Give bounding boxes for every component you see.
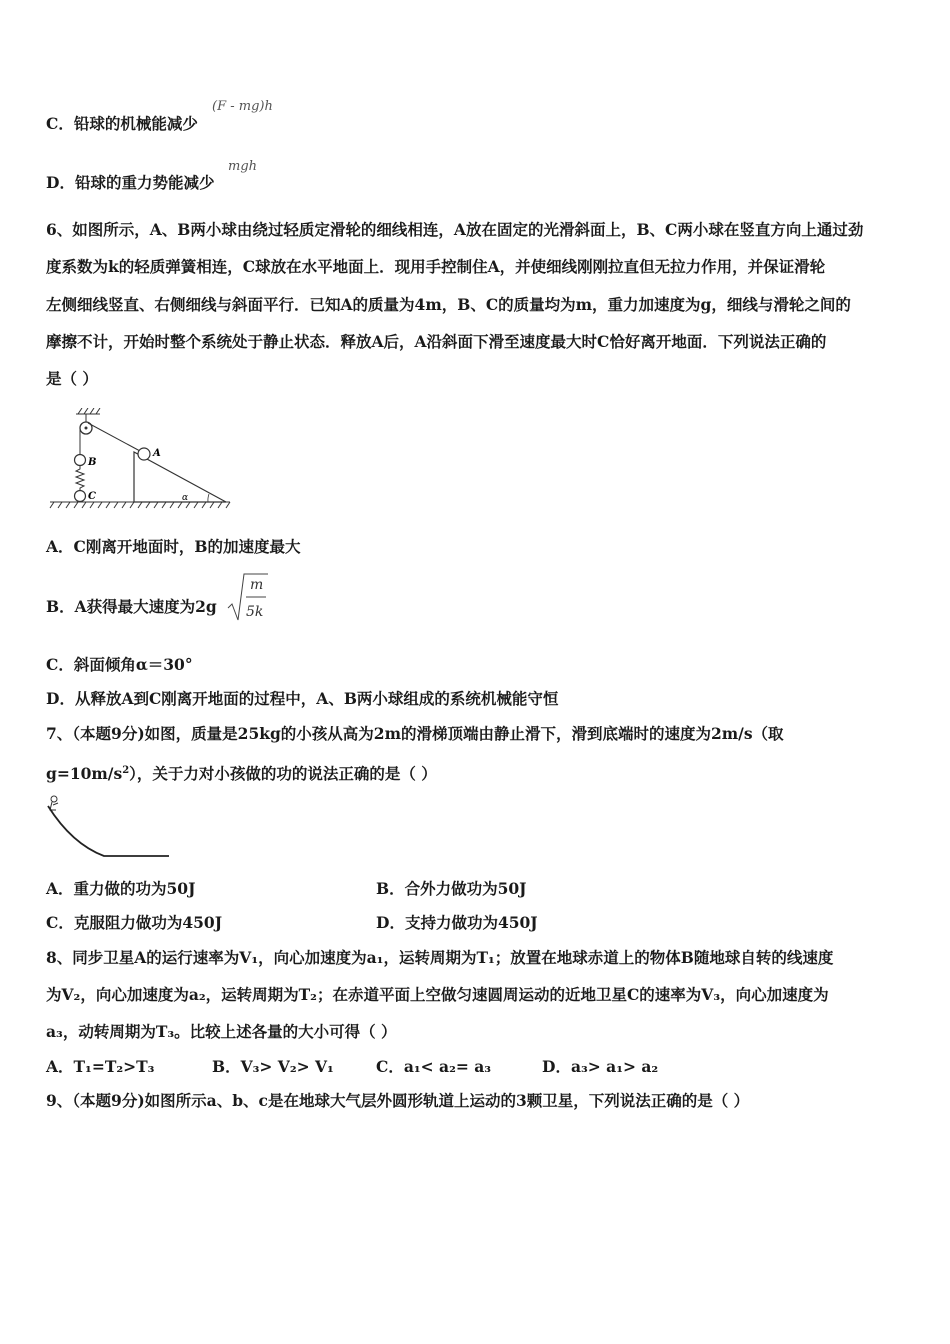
q6-pulley-incline-figure bbox=[48, 408, 234, 510]
q7-stem-line-1: 7、（本题9分)如图，质量是25kg的小孩从高为2m的滑梯顶端由静止滑下，滑到底端时的速度为2m/s（取 bbox=[46, 724, 784, 743]
q8-option-d: D．a₃> a₁> a₂ bbox=[542, 1057, 659, 1076]
ceiling-support bbox=[76, 408, 100, 422]
q5-option-c-text: C．铅球的机械能减少 bbox=[46, 114, 198, 133]
q7-stem-line-2-sup: 2 bbox=[122, 765, 130, 776]
label-alpha: α bbox=[182, 493, 189, 503]
sqrt-denominator: 5k bbox=[246, 604, 264, 620]
q6-stem-line-4: 摩擦不计，开始时整个系统处于静止状态．释放A后，A沿斜面下滑至速度最大时C恰好离开地面．下列说法正确的 bbox=[46, 332, 827, 351]
q6-option-d: D．从释放A到C刚离开地面的过程中，A、B两小球组成的系统机械能守恒 bbox=[46, 689, 559, 708]
q5-option-d-text: D．铅球的重力势能减少 bbox=[46, 173, 215, 192]
q7-option-c: C．克服阻力做功为450J bbox=[46, 913, 223, 932]
q6-stem-line-5: 是（ ） bbox=[46, 369, 98, 388]
label-b: B bbox=[88, 457, 97, 468]
child-figure bbox=[50, 796, 58, 810]
label-c: C bbox=[88, 491, 96, 502]
q5-option-d bbox=[46, 173, 214, 193]
q5-option-c bbox=[46, 114, 198, 134]
sqrt-numerator: m bbox=[250, 577, 264, 593]
q8-stem-line-3: a₃，动转周期为T₃。比较上述各量的大小可得（ ） bbox=[46, 1022, 397, 1041]
slide-curve bbox=[48, 806, 169, 856]
ball-b bbox=[75, 455, 86, 466]
q6-stem-line-3: 左侧细线竖直、右侧细线与斜面平行．已知A的质量为4m，B、C的质量均为m，重力加速度为g，细线与滑轮之间的 bbox=[46, 295, 851, 314]
q8-option-c: C．a₁< a₂= a₃ bbox=[376, 1057, 492, 1076]
spring bbox=[76, 466, 84, 490]
q6-option-b bbox=[46, 597, 217, 617]
q7-option-a: A．重力做的功为50J bbox=[46, 879, 196, 898]
q6-stem-line-2: 度系数为k的轻质弹簧相连，C球放在水平地面上．现用手控制住A，并使细线刚刚拉直但无拉力作用，并保证滑轮 bbox=[46, 257, 826, 276]
q6-option-b-sqrt bbox=[226, 572, 270, 624]
incline bbox=[134, 452, 226, 502]
q8-stem-line-2: 为V₂，向心加速度为a₂，运转周期为T₂；在赤道平面上空做匀速圆周运动的近地卫星C的速率为V₃，向心加速度为 bbox=[46, 985, 829, 1004]
ground bbox=[50, 502, 230, 508]
q8-option-b: B．V₃> V₂> V₁ bbox=[212, 1057, 334, 1076]
q7-stem-line-2 bbox=[46, 761, 437, 784]
q7-option-b: B．合外力做功为50J bbox=[376, 879, 527, 898]
q5-option-c-formula: (F - mg)h bbox=[212, 99, 273, 114]
q8-stem-line-1: 8、同步卫星A的运行速率为V₁，向心加速度为a₁，运转周期为T₁；放置在地球赤道上的物体B随地球自转的线速度 bbox=[46, 948, 834, 967]
label-a: A bbox=[153, 448, 161, 459]
q6-option-b-text: B．A获得最大速度为2g bbox=[46, 597, 217, 616]
q7-stem-line-2-post: ），关于力对小孩做的功的说法正确的是（ ） bbox=[129, 764, 437, 783]
q8-option-a: A．T₁=T₂>T₃ bbox=[46, 1057, 155, 1076]
q7-stem-line-2-pre: g=10m/s bbox=[46, 764, 123, 783]
ball-a bbox=[138, 448, 150, 460]
string-to-a bbox=[88, 423, 140, 451]
ball-c bbox=[75, 491, 86, 502]
q6-stem-line-1: 6、如图所示，A、B两小球由绕过轻质定滑轮的细线相连，A放在固定的光滑斜面上，B、C两小球在竖直方向上通过劲 bbox=[46, 220, 864, 239]
q6-option-c: C．斜面倾角α＝30° bbox=[46, 655, 193, 674]
q7-slide-figure bbox=[42, 794, 174, 862]
q6-option-a: A．C刚离开地面时，B的加速度最大 bbox=[46, 537, 301, 556]
q7-option-d: D．支持力做功为450J bbox=[376, 913, 538, 932]
q5-option-d-formula: mgh bbox=[228, 159, 258, 174]
q9-stem-line-1: 9、（本题9分)如图所示a、b、c是在地球大气层外圆形轨道上运动的3颗卫星，下列说法正确的是（ ） bbox=[46, 1091, 750, 1110]
